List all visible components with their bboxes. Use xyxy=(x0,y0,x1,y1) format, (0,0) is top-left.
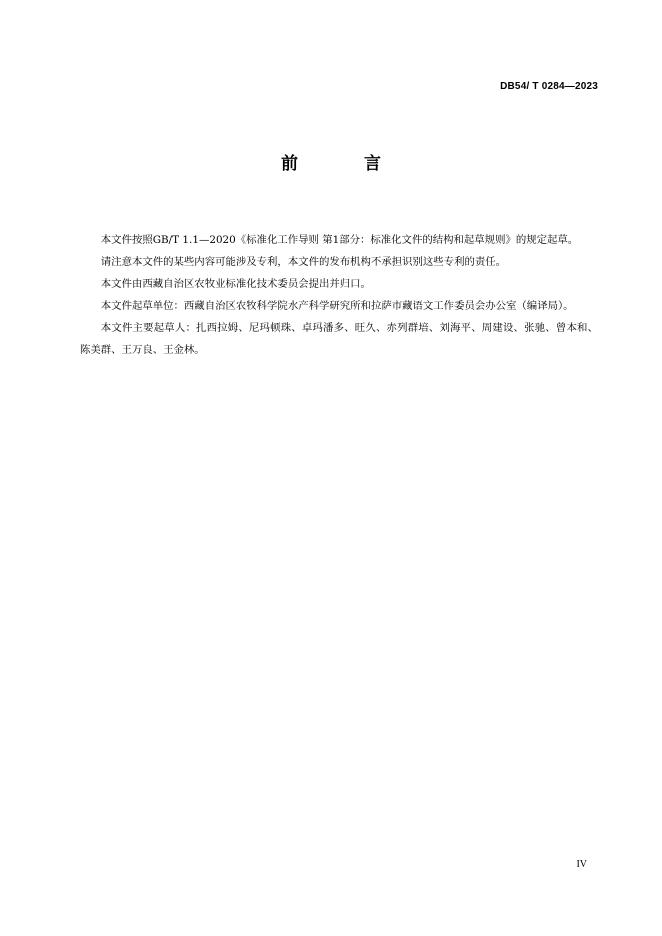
paragraph-drafting-units: 本文件起草单位：西藏自治区农牧科学院水产科学研究所和拉萨市藏语文工作委员会办公室（编译局）。 xyxy=(100,300,574,312)
paragraph-proposer: 本文件由西藏自治区农牧业标准化技术委员会提出并归口。 xyxy=(100,278,371,290)
paragraph-patent-notice: 请注意本文件的某些内容可能涉及专利，本文件的发布机构不承担识别这些专利的责任。 xyxy=(100,256,507,268)
paragraph-drafting-rules: 本文件按照GB/T 1.1—2020《标准化工作导则 第1部分：标准化文件的结构和起草规则》的规定起草。 xyxy=(100,234,579,246)
page-title: 前 言 xyxy=(281,154,411,174)
foreword-body xyxy=(80,229,598,361)
page-number: IV xyxy=(576,859,587,870)
document-code: DB54/ T 0284—2023 xyxy=(500,81,598,92)
paragraph-drafters: 本文件主要起草人：扎西拉姆、尼玛顿珠、卓玛潘多、旺久、赤列群培、刘海平、周建设、张驰、曾本和、陈美群、王万良、王金林。 xyxy=(80,322,598,356)
